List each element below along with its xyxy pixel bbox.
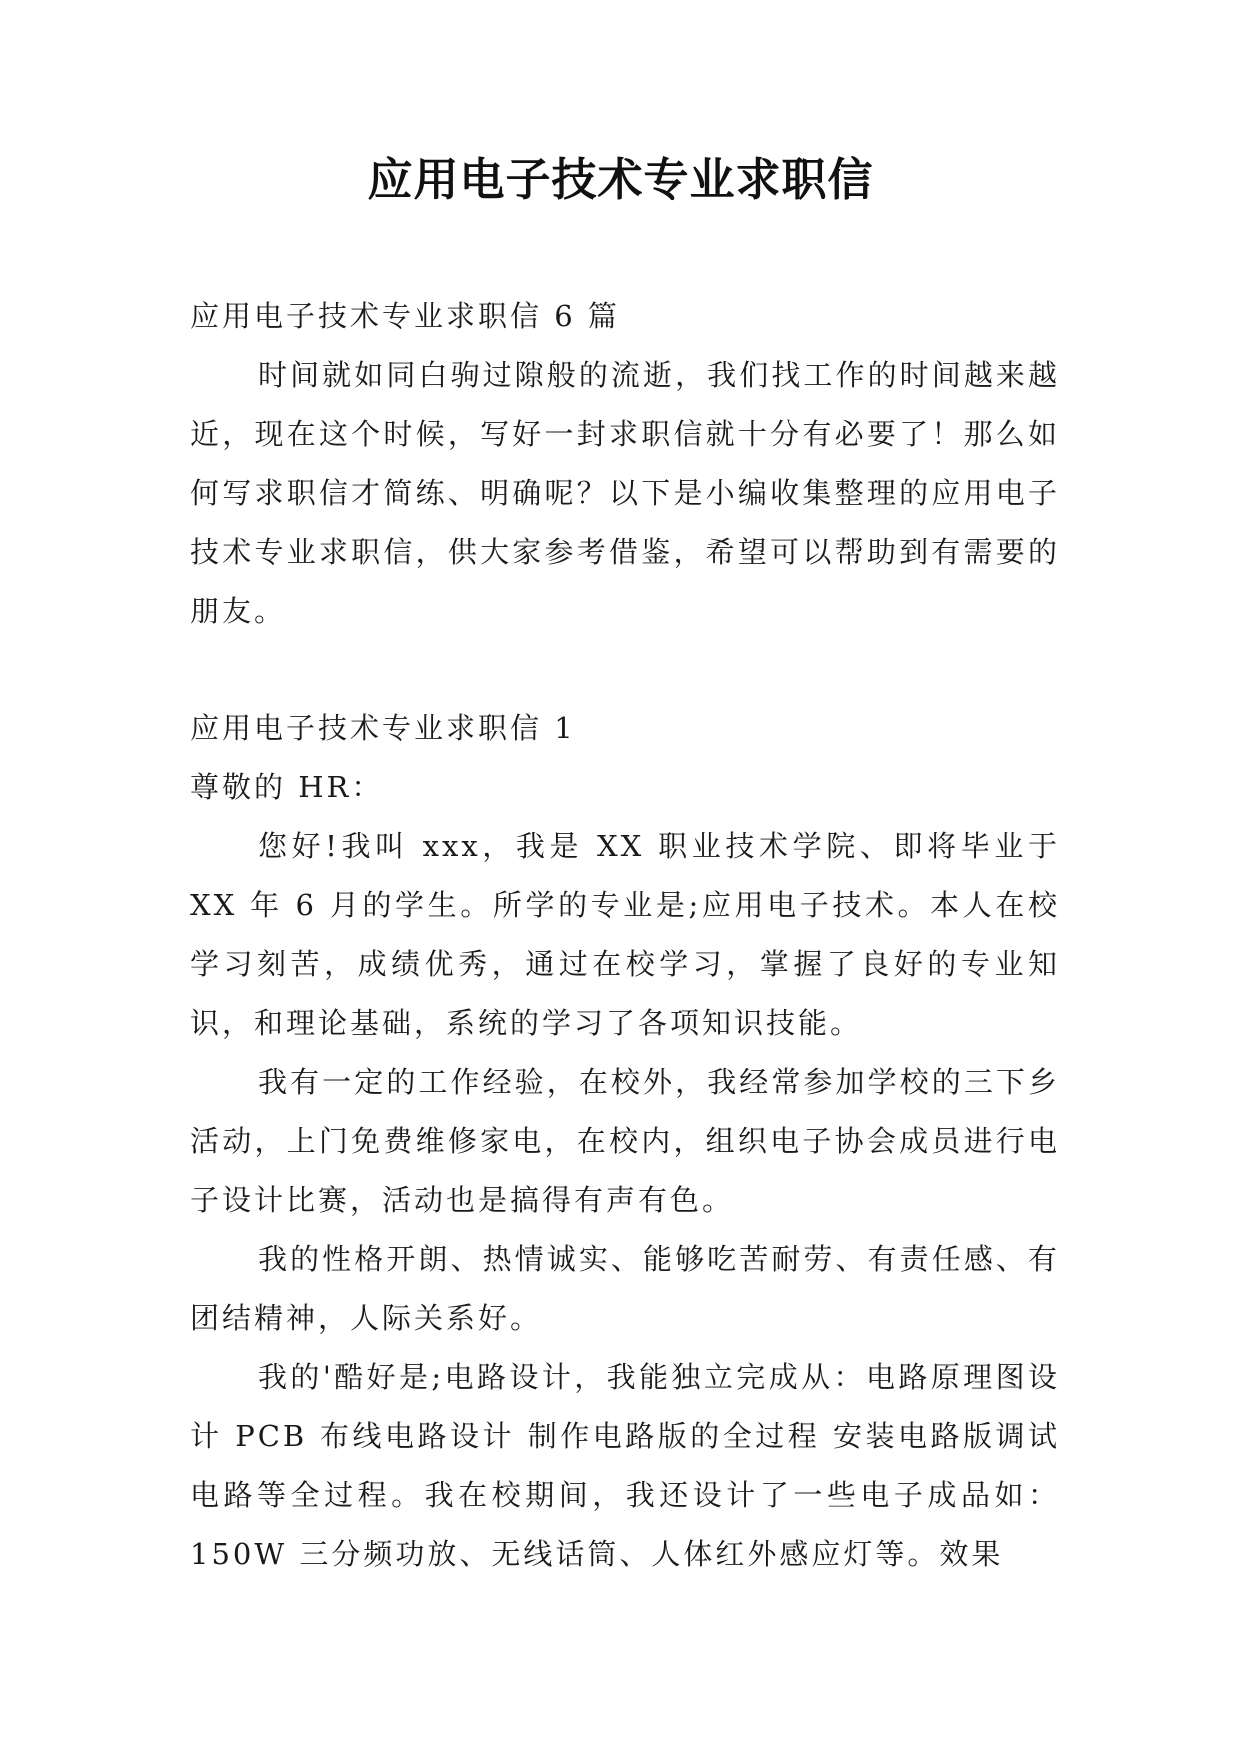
letter-paragraph: 您好!我叫 xxx，我是 XX 职业技术学院、即将毕业于 XX 年 6 月的学生。所学的专业是;应用电子技术。本人在校学习刻苦，成绩优秀，通过在校学习，掌握了良好的专业知识，和理论基础，系统的学习了各项知识技能。 (190, 829, 1060, 1040)
letter-paragraph: 我的性格开朗、热情诚实、能够吃苦耐劳、有责任感、有团结精神，人际关系好。 (190, 1242, 1060, 1335)
intro-paragraph: 时间就如同白驹过隙般的流逝，我们找工作的时间越来越近，现在这个时候，写好一封求职信就十分有必要了！那么如何写求职信才简练、明确呢？以下是小编收集整理的应用电子技术专业求职信，供大家参考借鉴，希望可以帮助到有需要的朋友。 (190, 358, 1060, 628)
document-body (190, 287, 1060, 1584)
letter-salutation: 尊敬的 HR： (190, 770, 384, 804)
letter-paragraph: 我的'酷好是;电路设计，我能独立完成从：电路原理图设计 PCB 布线电路设计 制作电路版的全过程 安装电路版调试电路等全过程。我在校期间，我还设计了一些电子成品如：150W 三分频功放、无线话筒、人体红外感应灯等。效果 (190, 1360, 1060, 1571)
document-title: 应用电子技术专业求职信 (367, 153, 874, 206)
letter-paragraph: 我有一定的工作经验，在校外，我经常参加学校的三下乡活动，上门免费维修家电，在校内，组织电子协会成员进行电子设计比赛，活动也是搞得有声有色。 (190, 1065, 1060, 1217)
letter-heading: 应用电子技术专业求职信 1 (190, 711, 576, 745)
document-subtitle: 应用电子技术专业求职信 6 篇 (190, 299, 620, 333)
